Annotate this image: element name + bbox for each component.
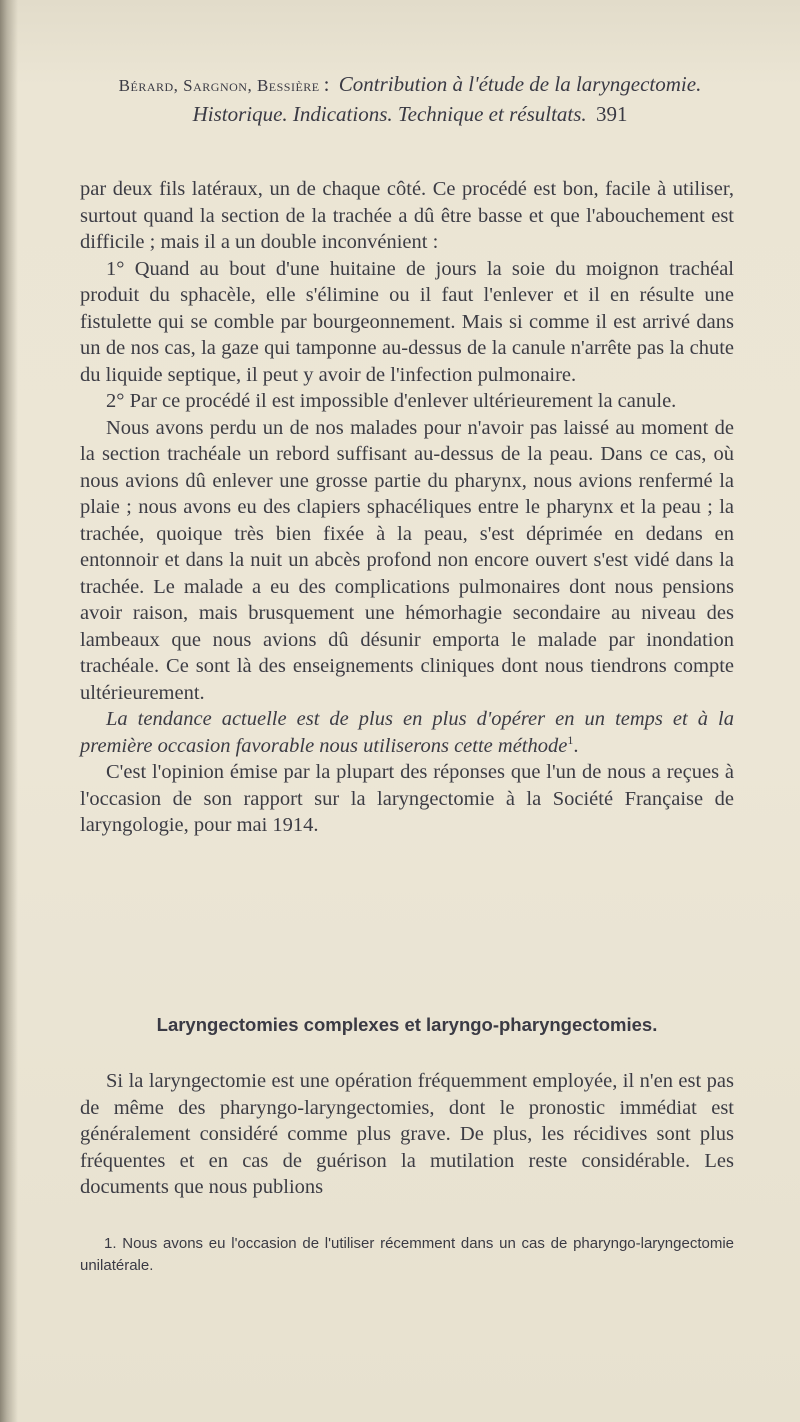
sentence-end: . — [573, 734, 579, 757]
paragraph: C'est l'opinion émise par la plupart des réponses que l'un de nous a reçues à l'occasion de son rapport sur la laryngectomie à la Société Française de laryngologie, pour mai 1914. — [80, 761, 734, 836]
running-head-title: Contribution à l'étude de la laryngectomie. Historique. Indications. Technique et résultats. — [192, 72, 702, 126]
paragraph-italic — [80, 706, 734, 759]
footnote-text: Nous avons eu l'occasion de l'utiliser récemment dans un cas de pharyngo-laryngectomie unilatérale. — [80, 1235, 734, 1274]
running-head — [78, 70, 742, 129]
main-text — [80, 176, 734, 839]
binding-shadow — [0, 0, 18, 1422]
footnote-marker: 1. — [104, 1235, 117, 1252]
section-text — [80, 1068, 734, 1201]
paragraph: par deux fils latéraux, un de chaque côté. Ce procédé est bon, facile à utiliser, surtout quand la section de la trachée a dû être basse et que l'abouchement est difficile ; mais il a un double inconvénient : — [80, 178, 734, 253]
section-heading: Laryngectomies complexes et laryngo-pharyngectomies. — [156, 1014, 658, 1035]
footnote-reference: 1 — [567, 732, 574, 747]
page-number: 391 — [595, 102, 628, 126]
paragraph: 1° Quand au bout d'une huitaine de jours la soie du moignon trachéal produit du sphacèle, elle s'élimine ou il faut l'enlever et il en résulte une fistulette qui se comble par bourgeonnement. Mais si comme il est arrivé dans un de nos cas, la gaze qui tamponne au-dessus de la canule n'arrête pas la chute du liquide septique, il peut y avoir de l'infection pulmonaire. — [80, 257, 734, 386]
paragraph: 2° Par ce procédé il est impossible d'enlever ultérieurement la canule. — [106, 390, 677, 412]
paragraph: Nous avons perdu un de nos malades pour n'avoir pas laissé au moment de la section trachéale un rebord suffisant au-dessus de la peau. Dans ce cas, où nous avions dû enlever une grosse partie du pharynx, nous avions renfermé la plaie ; nous avons eu des clapiers sphacéliques entre le pharynx et la peau ; la trachée, quoique très bien fixée à la peau, s'est déprimée en dedans en entonnoir et dans la nuit un abcès profond non encore ouvert s'est vidé dans la trachée. Le malade a eu des complications pulmonaires dont nous pensions avoir raison, mais brusquement une hémorhagie secondaire au niveau des lambeaux que nous avions dû désunir emporta le malade par inondation trachéale. Ce sont là des enseignements cliniques dont nous tiendrons compte ultérieurement. — [80, 416, 734, 704]
paragraph: Si la laryngectomie est une opération fréquemment employée, il n'en est pas de même des pharyngo-laryngectomies, dont le pronostic immédiat est généralement considéré comme plus grave. De plus, les récidives sont plus fréquentes et en cas de guérison la mutilation reste considérable. Les documents que nous publions — [80, 1070, 734, 1198]
running-head-separator: : — [323, 72, 330, 96]
running-head-authors: Bérard, Sargnon, Bessière — [118, 76, 320, 95]
footnote — [80, 1233, 734, 1277]
italic-statement: La tendance actuelle est de plus en plus d'opérer en un temps et à la première occasion favorable nous utiliserons cette méthode — [80, 708, 734, 757]
